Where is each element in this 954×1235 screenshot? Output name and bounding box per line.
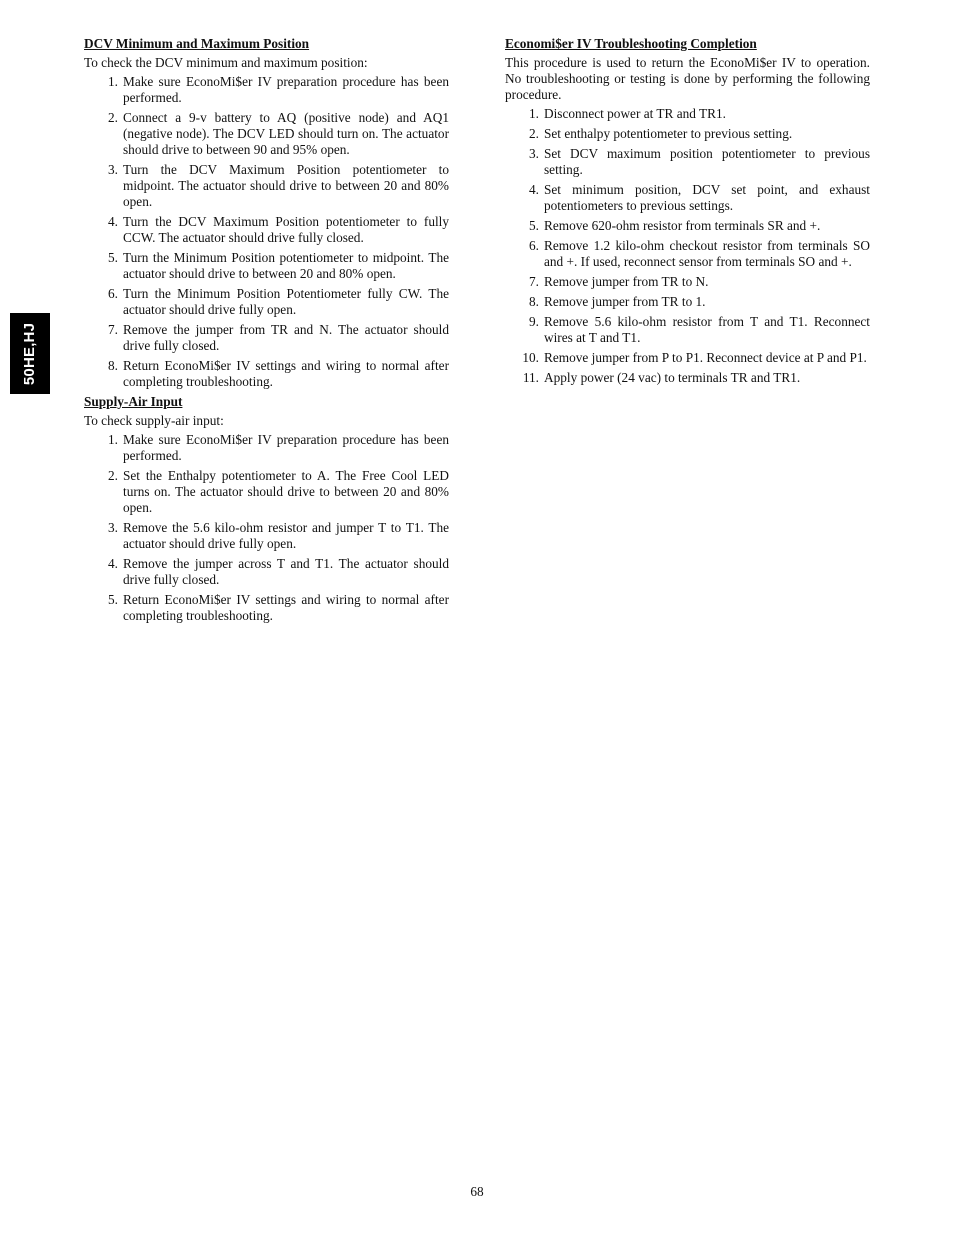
list-item — [505, 106, 870, 122]
item-number: 2. — [108, 110, 118, 125]
item-number: 1. — [108, 74, 118, 89]
side-tab — [10, 313, 50, 394]
list-item — [84, 250, 449, 282]
item-text: Remove 5.6 kilo-ohm resistor from T and T1. Reconnect wires at T and T1. — [544, 314, 870, 345]
section-supply-air — [84, 394, 449, 624]
item-text: Turn the Minimum Position potentiometer to midpoint. The actuator should drive to between 20 and 80% open. — [123, 250, 449, 281]
item-text: Turn the DCV Maximum Position potentiometer to fully CCW. The actuator should drive fully closed. — [123, 214, 449, 245]
list-item — [84, 358, 449, 390]
item-number: 9. — [529, 314, 539, 329]
step-list — [84, 74, 449, 390]
list-item — [84, 432, 449, 464]
list-item — [84, 74, 449, 106]
item-text: Make sure EconoMi$er IV preparation procedure has been performed. — [123, 432, 449, 463]
item-number: 1. — [529, 106, 539, 121]
item-text: Return EconoMi$er IV settings and wiring to normal after completing troubleshooting. — [123, 592, 449, 623]
item-number: 6. — [529, 238, 539, 253]
side-tab-label: 50HE,HJ — [21, 322, 38, 385]
list-item — [84, 322, 449, 354]
list-item — [84, 162, 449, 210]
item-text: Turn the DCV Maximum Position potentiometer to midpoint. The actuator should drive to between 20 and 80% open. — [123, 162, 449, 209]
list-item — [505, 350, 870, 366]
item-number: 2. — [108, 468, 118, 483]
item-number: 10. — [522, 350, 539, 365]
section-dcv — [84, 36, 449, 390]
item-text: Make sure EconoMi$er IV preparation procedure has been performed. — [123, 74, 449, 105]
left-column — [84, 36, 449, 628]
step-list — [505, 106, 870, 386]
list-item — [84, 520, 449, 552]
item-text: Set minimum position, DCV set point, and exhaust potentiometers to previous settings. — [544, 182, 870, 213]
list-item — [505, 314, 870, 346]
list-item — [505, 182, 870, 214]
list-item — [505, 218, 870, 234]
list-item — [505, 294, 870, 310]
step-list — [84, 432, 449, 624]
item-number: 11. — [522, 370, 539, 385]
list-item — [84, 468, 449, 516]
item-number: 7. — [529, 274, 539, 289]
item-text: Remove jumper from TR to N. — [544, 274, 709, 289]
section-heading: Supply-Air Input — [84, 394, 183, 409]
section-heading: DCV Minimum and Maximum Position — [84, 36, 310, 51]
item-number: 5. — [529, 218, 539, 233]
item-text: Set DCV maximum position potentiometer to previous setting. — [544, 146, 870, 177]
item-number: 5. — [108, 250, 118, 265]
item-text: Remove 620-ohm resistor from terminals SR and +. — [544, 218, 821, 233]
item-text: Remove jumper from P to P1. Reconnect device at P and P1. — [544, 350, 867, 365]
item-number: 6. — [108, 286, 118, 301]
list-item — [505, 126, 870, 142]
section-intro: To check the DCV minimum and maximum position: — [84, 55, 368, 70]
item-number: 4. — [529, 182, 539, 197]
item-number: 4. — [108, 214, 118, 229]
item-number: 4. — [108, 556, 118, 571]
section-intro: To check supply-air input: — [84, 413, 224, 428]
item-number: 1. — [108, 432, 118, 447]
list-item — [84, 214, 449, 246]
list-item — [505, 238, 870, 270]
item-number: 8. — [529, 294, 539, 309]
list-item — [84, 556, 449, 588]
item-text: Apply power (24 vac) to terminals TR and TR1. — [544, 370, 801, 385]
item-number: 8. — [108, 358, 118, 373]
section-intro: This procedure is used to return the EconoMi$er IV to operation. No troubleshooting or testing is done by performing the following procedure. — [505, 55, 870, 102]
list-item — [505, 146, 870, 178]
item-text: Remove 1.2 kilo-ohm checkout resistor from terminals SO and +. If used, reconnect sensor from terminals SO and +. — [544, 238, 870, 269]
item-text: Remove jumper from TR to 1. — [544, 294, 706, 309]
list-item — [84, 110, 449, 158]
right-column — [505, 36, 870, 390]
item-text: Remove the jumper from TR and N. The actuator should drive fully closed. — [123, 322, 449, 353]
item-number: 3. — [108, 162, 118, 177]
item-text: Set enthalpy potentiometer to previous setting. — [544, 126, 793, 141]
item-text: Set the Enthalpy potentiometer to A. The Free Cool LED turns on. The actuator should drive to between 20 and 80% open. — [123, 468, 449, 515]
item-text: Turn the Minimum Position Potentiometer fully CW. The actuator should drive fully open. — [123, 286, 449, 317]
item-text: Connect a 9-v battery to AQ (positive node) and AQ1 (negative node). The DCV LED should turn on. The actuator should drive to between 90 and 95% open. — [123, 110, 449, 157]
section-completion — [505, 36, 870, 386]
item-text: Remove the jumper across T and T1. The actuator should drive fully closed. — [123, 556, 449, 587]
item-text: Return EconoMi$er IV settings and wiring to normal after completing troubleshooting. — [123, 358, 449, 389]
section-heading: Economi$er IV Troubleshooting Completion — [505, 36, 757, 51]
item-text: Remove the 5.6 kilo-ohm resistor and jumper T to T1. The actuator should drive fully open. — [123, 520, 449, 551]
list-item — [505, 370, 870, 386]
page-number: 68 — [470, 1184, 484, 1199]
item-number: 3. — [529, 146, 539, 161]
list-item — [505, 274, 870, 290]
item-number: 7. — [108, 322, 118, 337]
item-text: Disconnect power at TR and TR1. — [544, 106, 726, 121]
list-item — [84, 592, 449, 624]
item-number: 3. — [108, 520, 118, 535]
list-item — [84, 286, 449, 318]
item-number: 5. — [108, 592, 118, 607]
item-number: 2. — [529, 126, 539, 141]
